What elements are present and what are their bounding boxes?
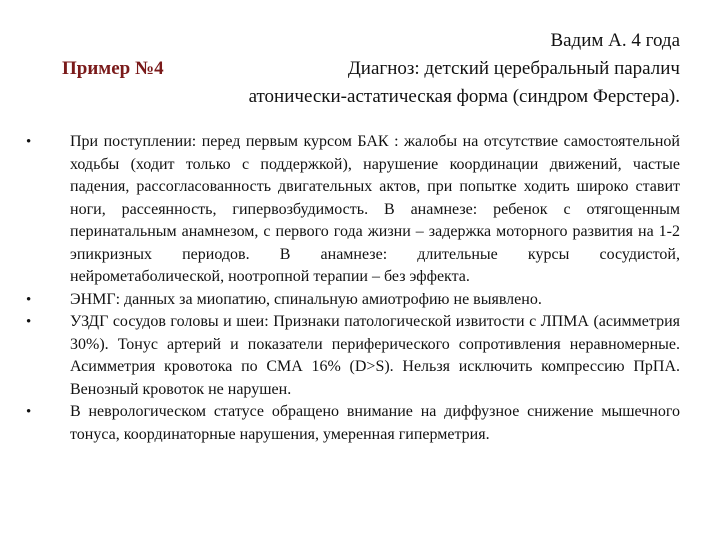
finding-neurological xyxy=(26,401,680,446)
findings-list xyxy=(26,131,680,446)
finding-ultrasound xyxy=(26,311,680,401)
example-title: Пример №4 xyxy=(62,58,164,79)
bullet-icon: • xyxy=(26,134,32,150)
diagnosis-line: Диагноз: детский церебральный паралич xyxy=(347,58,680,79)
bullet-icon: • xyxy=(26,314,32,330)
finding-admission xyxy=(26,131,680,289)
diagnosis-form-line: атонически-астатическая форма (синдром Ферстера). xyxy=(248,86,680,107)
finding-enmg xyxy=(26,289,680,312)
patient-info: Вадим А. 4 года xyxy=(550,30,680,51)
finding-text: УЗДГ сосудов головы и шеи: Признаки патологической извитости с ЛПМА (асимметрия 30%). Тонус артерий и показатели периферического сопротивления неравномерные. Асимметрия кровотока по СМА 16% (D>S). Нельзя исключить компрессию ПрПА. Венозный кровоток не нарушен. xyxy=(70,313,680,398)
bullet-icon: • xyxy=(26,291,32,308)
finding-text: В неврологическом статусе обращено внимание на диффузное снижение мышечного тонуса, координаторные нарушения, умеренная гиперметрия. xyxy=(70,403,680,443)
finding-text: При поступлении: перед первым курсом БАК : жалобы на отсутствие самостоятельной ходьбы (ходит только с поддержкой), нарушение координации движений, частые падения, рассогласованность двигательных актов, при попытке ходить широко ставит ноги, рассеянность, гипервозбудимость. В анамнезе: ребенок с отягощенным перинатальным анамнезом, с первого года жизни – задержка моторного развития на 1-2 эпикризных периодов. В анамнезе: длительные курсы сосудистой, нейрометаболической, ноотропной терапии – без эффекта. xyxy=(70,133,680,285)
bullet-icon: • xyxy=(26,404,32,420)
finding-text: ЭНМГ: данных за миопатию, спинальную амиотрофию не выявлено. xyxy=(70,290,542,308)
